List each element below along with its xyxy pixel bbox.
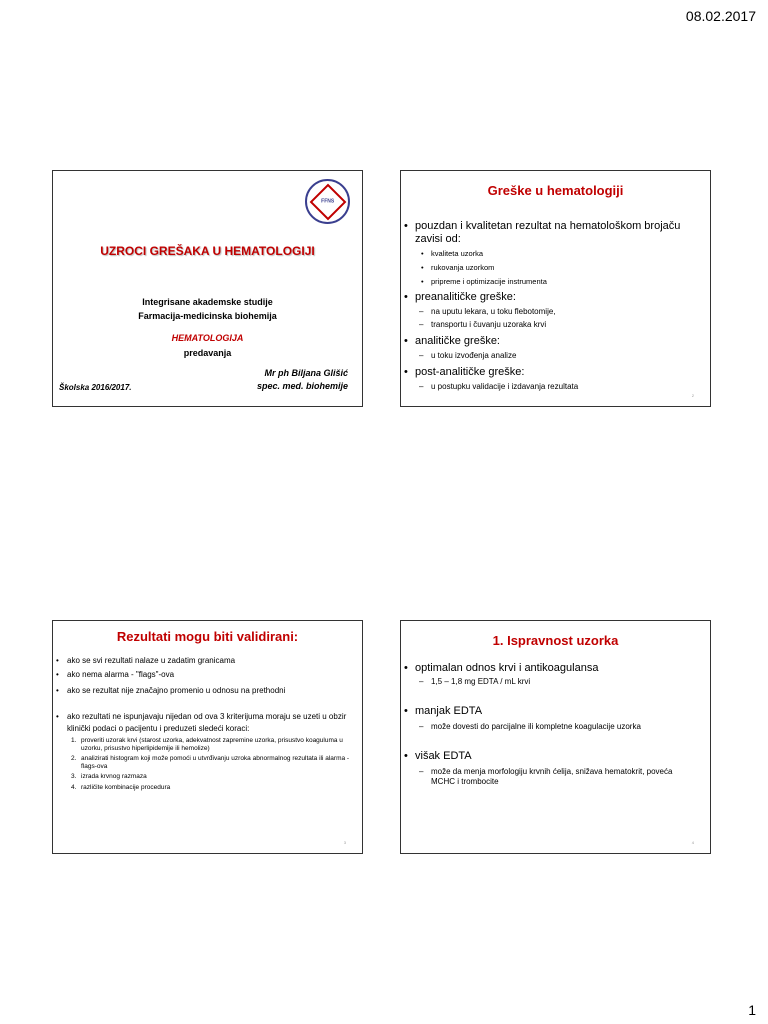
list-item: – transportu i čuvanju uzoraka krvi <box>401 320 710 330</box>
page-date: 08.02.2017 <box>685 8 756 24</box>
slide-validation <box>52 620 363 854</box>
slide-errors-hematology <box>400 170 711 407</box>
lecture-type: predavanja <box>183 348 232 358</box>
slide-number: 3 <box>343 840 346 845</box>
list-item: • pouzdan i kvalitetan rezultat na hematološkom brojaču zavisi od: <box>401 220 710 246</box>
list-item: • preanalitičke greške: <box>401 291 710 304</box>
list-item: – 1,5 – 1,8 mg EDTA / mL krvi <box>401 677 696 687</box>
list-item: • pripreme i optimizacije instrumenta <box>401 277 710 287</box>
list-item: – može da menja morfologiju krvnih ćelija, snižava hematokrit, povećа MCHC i trombocite <box>401 767 696 787</box>
slide3-list <box>53 656 362 792</box>
slide1-title: UZROCI GREŠAKA U HEMATOLOGIJI <box>100 244 315 258</box>
author-title: spec. med. biohemije <box>256 381 348 391</box>
list-item: • ako se svi rezultati nalaze u zadatim granicama <box>53 656 352 666</box>
list-item: • ako se rezultat nije značajno promenio u odnosu na prethodni <box>53 684 352 697</box>
slide2-list <box>401 220 710 392</box>
slide-title-page <box>52 170 363 407</box>
list-item: • ako rezultati ne ispunjavaju nijedan od ova 3 kriterijuma moraju se uzeti u obzir klinički podaci o pacijentu i preduzeti sledeći koraci: <box>53 711 352 735</box>
list-item: 4. različite kombinacije procedura <box>71 784 171 791</box>
list-item: – može dovesti do parcijalne ili kompletne koagulacije uzorka <box>401 722 696 732</box>
list-item: • ako nema alarma - "flags"-ova <box>53 670 352 680</box>
slide4-list <box>401 662 710 787</box>
slide-number: 2 <box>691 393 694 398</box>
list-item: • višak EDTA <box>401 750 696 763</box>
list-item: • kvaliteta uzorka <box>401 249 710 259</box>
page-number: 1 <box>748 1002 756 1018</box>
faculty-logo <box>305 179 350 224</box>
subject-name: HEMATOLOGIJA <box>171 333 244 343</box>
list-item: 2. analizirati histogram koji može pomoći u utvrđivanju uzroka abnormalnog rezultata ili alarma - flags-ova <box>71 755 350 770</box>
author-name: Mr ph Biljana Glišić <box>264 368 348 378</box>
list-item: • post-analitičke greške: <box>401 366 710 379</box>
list-item: – u toku izvođenja analize <box>401 351 710 361</box>
slide3-title: Rezultati mogu biti validirani: <box>116 629 299 644</box>
list-item: • manjak EDTA <box>401 705 696 718</box>
slide-number: 4 <box>691 840 694 845</box>
list-item: 1. proveriti uzorak krvi (starost uzorka, adekvatnost zapremine uzorka, prisustvo koaguluma u uzorku, prisustvo hiperlipidemije ili hemolize) <box>71 737 343 752</box>
list-item: • rukovanja uzorkom <box>401 263 710 273</box>
slide4-title: 1. Ispravnost uzorka <box>492 633 619 648</box>
list-item: • analitičke greške: <box>401 335 710 348</box>
list-item: – na uputu lekara, u toku flebotomije, <box>401 307 710 317</box>
logo-text: FFNS <box>320 198 335 205</box>
school-year: Školska 2016/2017. <box>59 383 132 392</box>
program-line-2: Farmacija-medicinska biohemija <box>138 311 277 321</box>
list-item: • optimalan odnos krvi i antikoagulansa <box>401 662 696 675</box>
slide2-title: Greške u hematologiji <box>487 183 624 198</box>
list-item: 3. izrada krvnog razmaza <box>71 773 147 780</box>
list-item: – u postupku validacije i izdavanja rezultata <box>401 382 710 392</box>
slide-sample-validity <box>400 620 711 854</box>
program-line-1: Integrisane akademske studije <box>142 297 273 307</box>
